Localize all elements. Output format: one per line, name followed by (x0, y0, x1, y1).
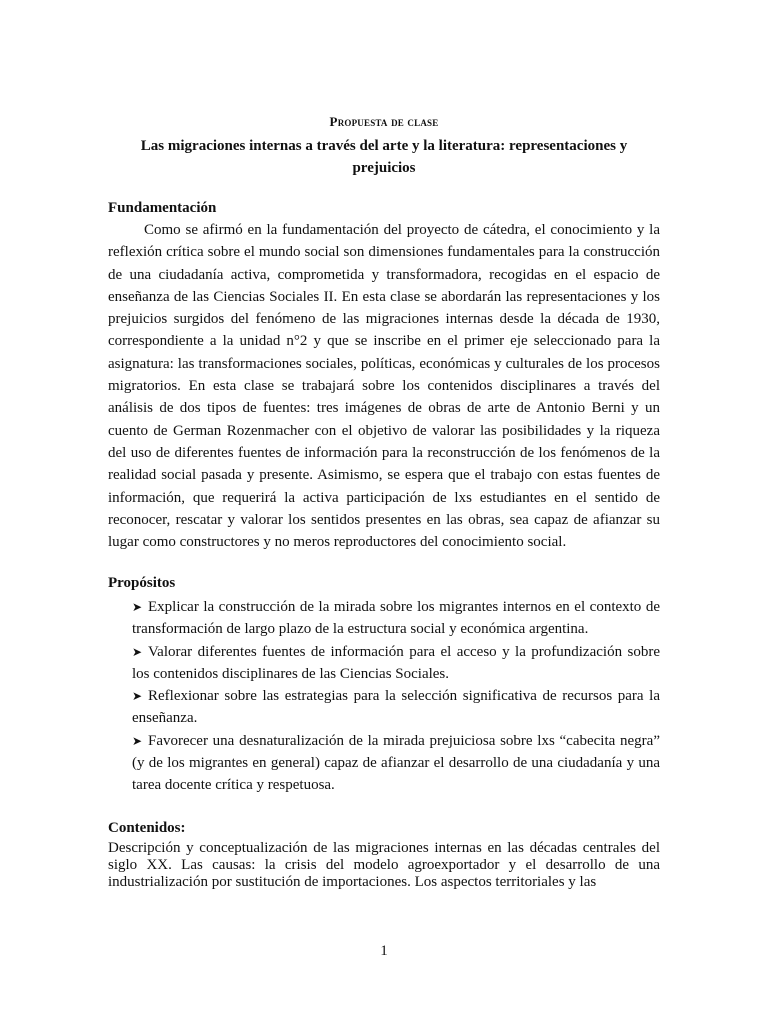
heading-fundamentacion: Fundamentación (108, 200, 217, 216)
list-item (132, 685, 660, 730)
arrow-bullet-icon: ➤ (132, 644, 143, 659)
fundamentacion-text: Como se afirmó en la fundamentación del proyecto de cátedra, el conocimiento y la reflexión crítica sobre el mundo social son dimensiones fundamentales para la construcción de una ciudadanía activa, comprometida y transformadora, recogidas en el espacio de enseñanza de las Ciencias Sociales II. En esta clase se abordarán las representaciones y los prejuicios surgidos del fenómeno de las migraciones internas desde la década de 1930, correspondiente a la unidad n°2 y que se inscribe en el primer eje seleccionado para la asignatura: las transformaciones sociales, políticas, económicas y culturales de los procesos migratorios. En esta clase se trabajará sobre los contenidos disciplinares a través del análisis de dos tipos de fuentes: tres imágenes de obras de arte de Antonio Berni y un cuento de German Rozenmacher con el objetivo de valorar las posibilidades y la riqueza del uso de diferentes fuentes de información para la reconstrucción de los fenómenos de la realidad social pasada y presente. Asimismo, se espera que el trabajo con estas fuentes de información, que requerirá la activa participación de lxs estudiantes en el sentido de reconocer, rescatar y valorar los sentidos presentes en las obras, sea capaz de afianzar su lugar como constructores y no meros reproductores del conocimiento social. (108, 222, 660, 551)
propositos-list (132, 596, 660, 797)
list-item (132, 730, 660, 797)
list-item-text: Valorar diferentes fuentes de información para el acceso y la profundización sobre los contenidos disciplinares de las Ciencias Sociales. (132, 643, 660, 682)
title-block (108, 113, 660, 179)
list-item-text: Favorecer una desnaturalización de la mirada prejuiciosa sobre lxs “cabecita negra” (y de los migrantes en general) capaz de afianzar el desarrollo de una ciudadanía y una tarea docente crítica y respetuosa. (132, 732, 660, 794)
list-item (132, 641, 660, 686)
list-item (132, 596, 660, 641)
list-item-text: Reflexionar sobre las estrategias para la selección significativa de recursos para la enseñanza. (132, 688, 660, 727)
fundamentacion-paragraph (108, 219, 660, 553)
arrow-bullet-icon: ➤ (132, 733, 143, 748)
heading-propositos: Propósitos (108, 575, 176, 591)
contenidos-paragraph: Descripción y conceptualización de las migraciones internas en las décadas centrales del siglo XX. Las causas: la crisis del modelo agroexportador y el desarrollo de una industrialización por sustitución de importaciones. Los aspectos territoriales y las (108, 840, 660, 890)
arrow-bullet-icon: ➤ (132, 689, 143, 704)
list-item-text: Explicar la construcción de la mirada sobre los migrantes internos en el contexto de transformación de largo plazo de la estructura social y económica argentina. (132, 599, 660, 638)
page-number: 1 (380, 943, 388, 959)
heading-contenidos: Contenidos: (108, 820, 186, 836)
arrow-bullet-icon: ➤ (132, 600, 143, 614)
document-subtitle: Las migraciones internas a través del arte y la literatura: representaciones y prejuicios (140, 138, 628, 176)
document-title: Propuesta de clase (329, 114, 439, 129)
